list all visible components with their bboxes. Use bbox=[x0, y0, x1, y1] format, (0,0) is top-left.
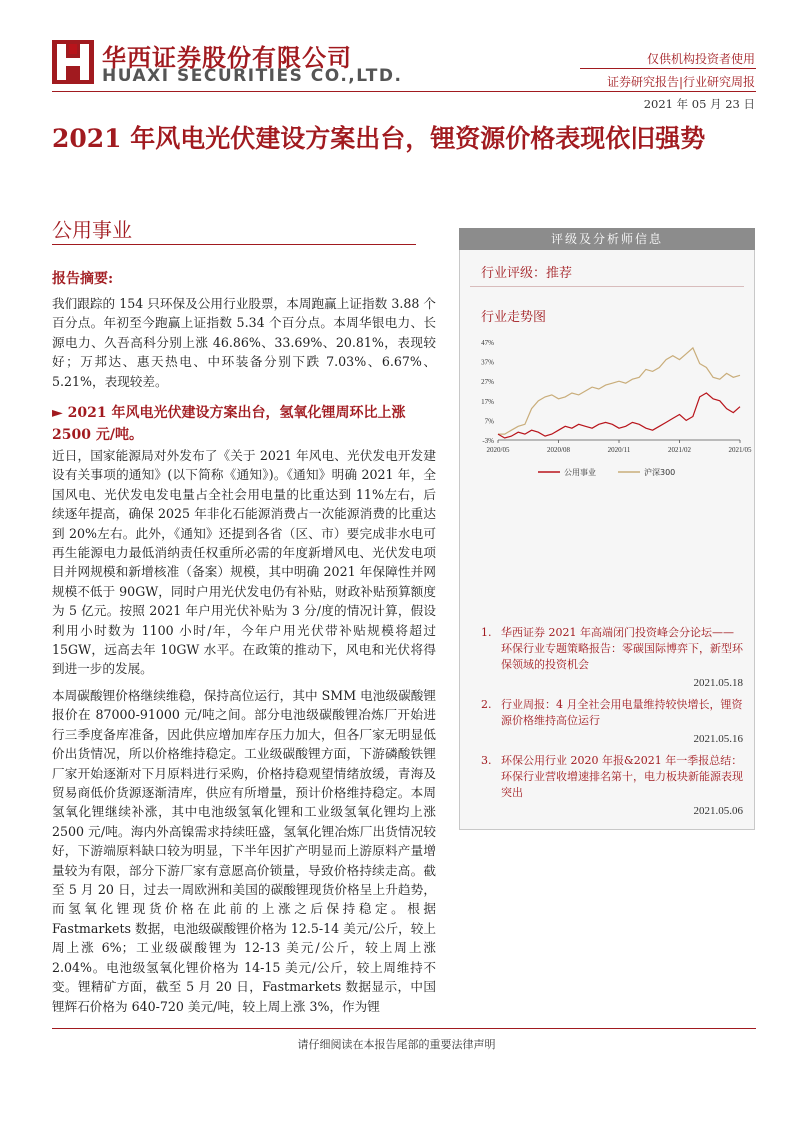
y-tick-label: 37% bbox=[481, 358, 494, 367]
report-number: 2. bbox=[481, 698, 492, 711]
body-paragraph-2: 本周碳酸锂价格继续维稳，保持高位运行，其中 SMM 电池级碳酸锂报价在 87000-91000 元/吨之间。部分电池级碳酸锂冶炼厂开始进行三季度备库准备，因此供应增加库存压力加大，但各厂家无明显低价出货情况，所以价格维持稳定。工业级碳酸锂方面，下游磷酸铁锂厂家开始逐渐对下月原料进行采购，价格持稳观望情绪放缓，青海及贸易商低价货源逐渐清库，供应有所增量，预计价格维持稳定。本周氢氧化锂继续补涨，其中电池级氢氧化锂和工业级氢氧化锂均上涨 2500 元/吨。海内外高镍需求持续旺盛，氢氧化锂冶炼厂出货情况较好，下游端原料缺口较为明显，下半年因扩产明显而上游原料产量增量较为有限，部分下游厂家有意愿高价锁量，导致价格持续走高。截至 5 月 20 日，过去一周欧洲和美国的碳酸锂现货价格呈上升趋势，而氢氧化锂现货价格在此前的上涨之后保持稳定。根据 Fastmarkets 数据，电池级碳酸锂价格为 12.5-14 美元/公斤，较上周上涨 6%；工业级碳酸锂为 12-13 美元/公斤，较上周上涨 2.04%。电池级氢氧化锂价格为 14-15 美元/公斤，较上周维持不变。锂精矿方面，截至 5 月 20 日，Fastmarkets 数据显示，中国锂辉石价格为 640-720 美元/吨，较上周上涨 3%，作为锂 bbox=[52, 688, 436, 1014]
report-number: 3. bbox=[481, 754, 492, 767]
industry-trend-chart bbox=[468, 332, 752, 482]
legal-notice: 请仔细阅读在本报告尾部的重要法律声明 bbox=[297, 1038, 496, 1051]
footer-rule bbox=[52, 1028, 756, 1029]
y-tick-label: 7% bbox=[484, 417, 494, 426]
sector-label: 公用事业 bbox=[52, 218, 132, 242]
report-number: 1. bbox=[481, 626, 492, 639]
report-type: 证券研究报告|行业研究周报 bbox=[606, 75, 755, 89]
company-name-en: HUAXI SECURITIES CO.,LTD. bbox=[102, 66, 403, 86]
report-date: 2021.05.18 bbox=[693, 677, 743, 689]
related-report-item[interactable] bbox=[481, 625, 743, 691]
related-reports bbox=[481, 625, 743, 825]
sector-divider bbox=[52, 244, 416, 245]
page-title: 2021 年风电光伏建设方案出台，锂资源价格表现依旧强势 bbox=[52, 124, 706, 153]
report-title: 环保公用行业 2020 年报&2021 年一季报总结：环保行业营收增速排名第十，电力板块新能源表现突出 bbox=[501, 754, 743, 799]
x-tick-label: 2020/08 bbox=[547, 446, 570, 454]
summary-text: 我们跟踪的 154 只环保及公用行业股票，本周跑赢上证指数 3.88 个百分点。年初至今跑赢上证指数 5.34 个百分点。本周华银电力、长源电力、久吾高科分别上涨 46.86%、33.69%、20.81%，表现较好；万邦达、惠天热电、中环装备分别下跌 7.03%、6.67%、5.21%，表现较差。 bbox=[52, 296, 436, 389]
series-line bbox=[498, 348, 740, 434]
report-date: 2021 年 05 月 23 日 bbox=[643, 97, 755, 111]
body-paragraph-1: 近日，国家能源局对外发布了《关于 2021 年风电、光伏发电开发建设有关事项的通知》(以下简称《通知》)。《通知》明确 2021 年，全国风电、光伏发电发电量占全社会用电量的比重达到 11%左右，后续逐年提高，确保 2025 年非化石能源消费占一次能源消费的比重达到 20%左右。此外，《通知》还提到各省（区、市）要完成非水电可再生能源电力最低消纳责任权重所必需的年度新增风电、光伏发电项目并网规模和新增核准（备案）规模，其中明确 2021 年保障性并网规模不低于 90GW，同时户用光伏发电仍有补贴，财政补贴预算额度为 5 亿元。按照 2021 年户用光伏补贴为 3 分/度的情况计算，假设利用小时数为 1100 小时/年，今年户用光伏带补贴规模将超过 15GW，远高去年 10GW 水平。在政策的推动下，风电和光伏将得到进一步的发展。 bbox=[52, 448, 436, 677]
industry-rating: 行业评级：推荐 bbox=[481, 266, 573, 281]
related-report-item[interactable] bbox=[481, 753, 743, 819]
summary-heading: 报告摘要: bbox=[52, 271, 114, 287]
series-line bbox=[498, 393, 740, 438]
x-tick-label: 2021/05 bbox=[728, 446, 752, 454]
y-tick-label: -3% bbox=[482, 437, 494, 445]
legend-label: 公用事业 bbox=[564, 468, 596, 477]
x-tick-label: 2021/02 bbox=[668, 446, 691, 454]
report-title: 行业周报：4 月全社会用电量维持较快增长，锂资源价格维持高位运行 bbox=[501, 698, 743, 727]
related-report-item[interactable] bbox=[481, 697, 743, 747]
company-name-cn: 华西证券股份有限公司 bbox=[102, 44, 352, 72]
y-tick-label: 17% bbox=[481, 397, 494, 406]
y-tick-label: 47% bbox=[481, 339, 494, 347]
report-date: 2021.05.06 bbox=[693, 805, 743, 817]
rating-divider bbox=[470, 286, 744, 287]
audience-note: 仅供机构投资者使用 bbox=[646, 52, 755, 66]
x-tick-label: 2020/05 bbox=[486, 446, 510, 454]
y-tick-label: 27% bbox=[481, 378, 494, 387]
section-subhead: ► 2021 年风电光伏建设方案出台，氢氧化锂周环比上涨 2500 元/吨。 bbox=[52, 405, 406, 443]
huaxi-logo-icon bbox=[52, 40, 94, 84]
x-tick-label: 2020/11 bbox=[607, 446, 631, 454]
report-title: 华西证券 2021 年高端闭门投资峰会分论坛——环保行业专题策略报告：零碳国际博弈下，新型环保领域的投资机会 bbox=[501, 626, 743, 671]
header-divider bbox=[580, 68, 756, 69]
trend-chart-label: 行业走势图 bbox=[481, 310, 547, 325]
header-rule bbox=[52, 91, 756, 92]
legend-label: 沪深300 bbox=[644, 468, 676, 477]
report-date: 2021.05.16 bbox=[693, 733, 743, 745]
analyst-info-heading: 评级及分析师信息 bbox=[459, 228, 755, 250]
